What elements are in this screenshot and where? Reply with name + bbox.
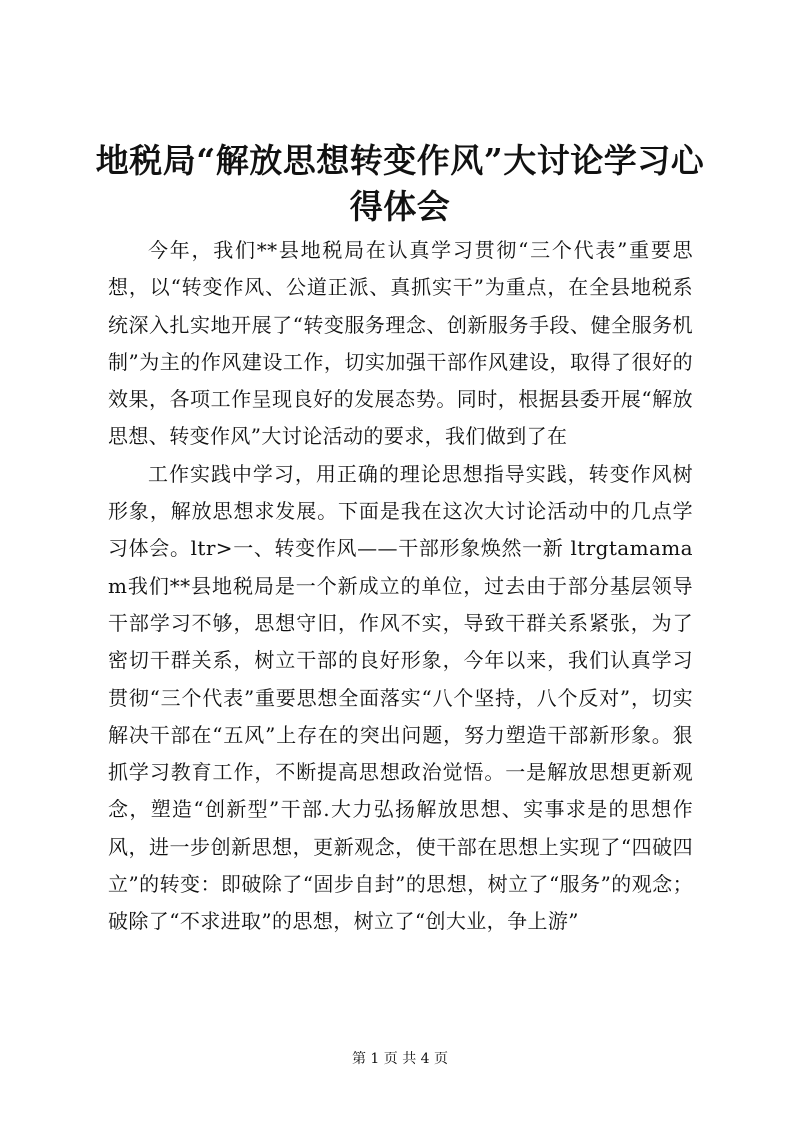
document-body: [108, 232, 693, 941]
paragraph-2: 工作实践中学习，用正确的理论思想指导实践，转变作风树形象，解放思想求发展。下面是我在这次大讨论活动中的几点学习体会。ltr>一、转变作风——干部形象焕然一新 ltrgtamamam我们**县地税局是一个新成立的单位，过去由于部分基层领导干部学习不够，思想守旧，作风不实，导致干群关系紧张，为了密切干群关系，树立干部的良好形象，今年以来，我们认真学习贯彻“三个代表”重要思想全面落实“八个坚持，八个反对”，切实解决干部在“五风”上存在的突出问题，努力塑造干部新形象。狠抓学习教育工作，不断提高思想政治觉悟。一是解放思想更新观念，塑造“创新型”干部.大力弘扬解放思想、实事求是的思想作风，进一步创新思想，更新观念，使干部在思想上实现了“四破四立”的转变：即破除了“固步自封”的思想，树立了“服务”的观念；破除了“不求进取”的思想，树立了“创大业，争上游”: [108, 461, 693, 934]
page-footer: 第 1 页 共 4 页: [351, 1051, 449, 1067]
paragraph-1: 今年，我们**县地税局在认真学习贯彻“三个代表”重要思想，以“转变作风、公道正派、真抓实干”为重点，在全县地税系统深入扎实地开展了“转变服务理念、创新服务手段、健全服务机制”为主的作风建设工作，切实加强干部作风建设，取得了很好的效果，各项工作呈现良好的发展态势。同时，根据县委开展“解放思想、转变作风”大讨论活动的要求，我们做到了在: [108, 238, 693, 449]
document-title: 地税局“解放思想转变作风”大讨论学习心得体会: [95, 141, 705, 226]
